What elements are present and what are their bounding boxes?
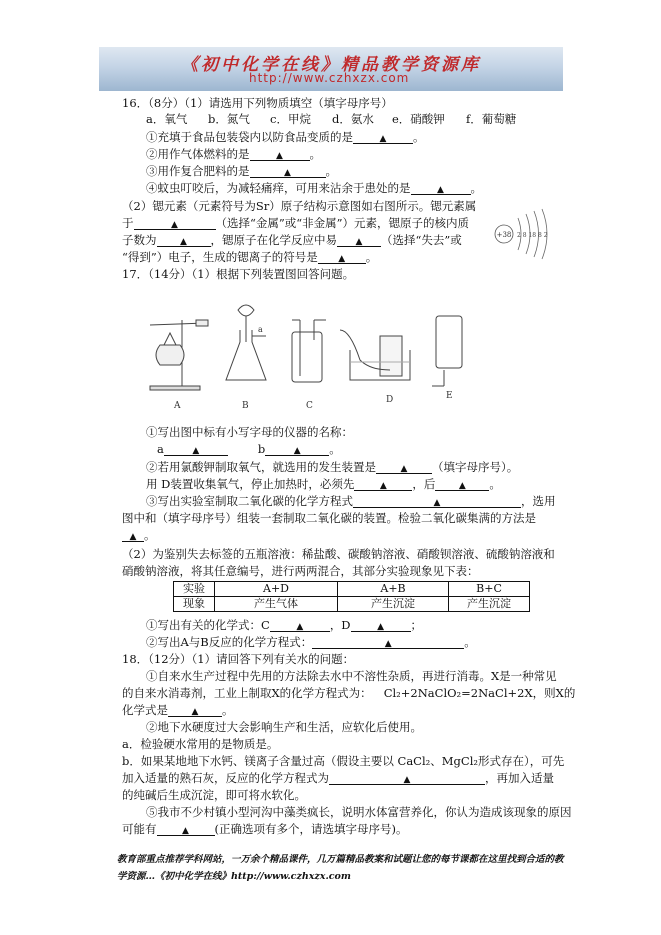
q17-head: 17．（14分）（1）根据下列装置图回答问题。 — [122, 267, 355, 281]
q17-item-2: ②若用氯酸钾制取氧气，就选用的发生装置是 ▲ （填字母序号）。 — [146, 460, 519, 474]
q17-part2-line2: 硝酸钠溶液，将其任意编号，进行两两混合，其部分实验现象见下表： — [122, 564, 479, 578]
q18-line-8: 的纯碱后生成沉淀，即可将水软化。 — [122, 788, 306, 802]
label-D: D — [386, 395, 394, 405]
q17-item-1: ①写出图中标有小写字母的仪器的名称： — [146, 425, 353, 439]
q16-item-1: ①充填于食品包装袋内以防食品变质的是 ▲ 。 — [146, 130, 425, 144]
answer-blank[interactable]: ▲ — [270, 619, 330, 632]
q18-line-7: 加入适量的熟石灰，反应的化学方程式为 ▲ ，再加入适量 — [122, 771, 554, 785]
q18-line-5: a．检验硬水常用的是物质是。 — [122, 737, 279, 751]
banner-brand: 《初中化学在线》精品教学资源库 — [181, 55, 481, 75]
q16-item-2: ②用作气体燃料的是 ▲ 。 — [146, 147, 321, 161]
q18-line-10: 可能有 ▲ (正确选项有多个，请选填字母序号)。 — [122, 822, 408, 836]
q18-line-6: b．如果某地地下水钙、镁离子含量过高（假设主要以 CaCl₂、MgCl₂形式存在），可先 — [122, 754, 565, 768]
q18-line-1: ①自来水生产过程中先用的方法除去水中不溶性杂质，再进行消毒。X是一种常见 — [146, 669, 557, 683]
table-cell: 实验 — [174, 582, 215, 597]
option-e: e．硝酸钾 — [392, 112, 445, 126]
banner-url[interactable]: http://www.czhxzx.com — [249, 71, 410, 85]
q18-line-9: ⑤我市不少村镇小型河沟中藻类疯长，说明水体富营养化，你认为造成该现象的原因 — [146, 805, 572, 819]
q17-item-2-cont: 用 D装置收集氧气，停止加热时，必须先 ▲ ，后 ▲ 。 — [146, 477, 501, 491]
q16-options — [146, 112, 516, 127]
header-banner — [99, 47, 563, 91]
strontium-atom-diagram — [490, 206, 555, 262]
answer-blank[interactable]: ▲ — [250, 165, 326, 178]
table-cell: 产生气体 — [215, 597, 338, 612]
table-cell: A+D — [215, 582, 338, 597]
q16-item-4: ④蚊虫叮咬后，为减轻痛痒，可用来沾余于患处的是 ▲ 。 — [146, 181, 482, 195]
answer-blank[interactable]: ▲ — [312, 636, 464, 649]
q17-item-3-blank: ▲ 。 — [122, 528, 156, 543]
answer-blank[interactable]: ▲ — [265, 443, 329, 456]
answer-blank[interactable]: ▲ — [435, 478, 489, 491]
q18-line-3: 化学式是 ▲ 。 — [122, 703, 234, 717]
answer-blank[interactable]: ▲ — [337, 234, 381, 247]
label-B: B — [242, 401, 249, 410]
q17-formula-1: ①写出有关的化学式：C ▲ ，D ▲ ； — [146, 618, 423, 632]
option-f: f．葡萄糖 — [466, 112, 517, 126]
answer-blank[interactable]: ▲ — [329, 772, 485, 785]
label-A: A — [174, 401, 181, 410]
answer-blank[interactable]: ▲ — [351, 619, 411, 632]
q16-part2-line1: （2）锶元素（元素符号为Sr）原子结构示意图如右图所示。锶元素属 — [122, 199, 477, 213]
answer-blank[interactable]: ▲ — [164, 443, 228, 456]
label-C: C — [306, 401, 313, 410]
q17-formula-2: ②写出A与B反应的化学方程式： ▲ 。 — [146, 635, 476, 649]
option-a: a．氧气 — [146, 112, 188, 126]
apparatus-c — [292, 320, 326, 382]
table-cell: A+B — [338, 582, 449, 597]
answer-blank[interactable]: ▲ — [376, 461, 432, 474]
q17-part2-line1: （2）为鉴别失去标签的五瓶溶液：稀盐酸、碳酸钠溶液、硝酸钡溶液、硫酸钠溶液和 — [122, 547, 555, 561]
answer-blank[interactable]: ▲ — [411, 182, 471, 195]
answer-blank[interactable]: ▲ — [318, 251, 366, 264]
answer-blank[interactable]: ▲ — [157, 823, 215, 836]
q18-line-2: 的自来水消毒剂，工业上制取X的化学方程式为： Cl₂+2NaClO₂=2NaCl+2X，则X的 — [122, 686, 576, 700]
label-a: a — [258, 325, 263, 334]
q16-item-3: ③用作复合肥料的是 ▲ 。 — [146, 164, 337, 178]
apparatus-a — [150, 320, 208, 390]
apparatus-figure — [140, 290, 480, 410]
option-c: c．甲烷 — [270, 112, 311, 126]
apparatus-e — [432, 316, 462, 386]
observation-table — [173, 581, 530, 612]
footer-note: 教育部重点推荐学科网站，一万余个精品课件，几万篇精品教案和试题让您的每节课都在这里找到合适的教学资源…《初中化学在线》http://www.czhxzx.com — [117, 854, 564, 882]
table-cell: 产生沉淀 — [449, 597, 530, 612]
apparatus-d — [340, 330, 410, 380]
option-d: d．氨水 — [332, 112, 374, 126]
table-row — [174, 582, 530, 597]
q16-part2-line4: “得到”）电子，生成的锶离子的符号是 ▲ 。 — [122, 250, 378, 264]
answer-blank[interactable]: ▲ — [353, 495, 521, 508]
answer-blank[interactable]: ▲ — [250, 148, 310, 161]
apparatus-b — [226, 305, 266, 380]
reaction-equation: Cl₂+2NaClO₂=2NaCl+2X — [383, 686, 533, 700]
q18-head: 18．（12分）（1）请回答下列有关水的问题： — [122, 652, 355, 666]
table-cell: 现象 — [174, 597, 215, 612]
answer-blank[interactable]: ▲ — [157, 234, 211, 247]
answer-blank[interactable]: ▲ — [354, 478, 412, 491]
answer-blank[interactable]: ▲ — [122, 529, 144, 542]
q16-head: 16．（8分）（1）请选用下列物质填空（填字母序号） — [122, 96, 393, 110]
q17-item-3-cont: 图中和（填字母序号）组装一套制取二氧化碳的装置。检验二氧化碳集满的方法是 — [122, 511, 536, 525]
label-E: E — [446, 391, 453, 401]
answer-blank[interactable]: ▲ — [168, 704, 222, 717]
atom-nucleus: +38 — [496, 231, 512, 239]
option-b: b．氮气 — [208, 112, 250, 126]
atom-shells: 2 8 18 8 2 — [517, 232, 548, 239]
answer-blank[interactable]: ▲ — [353, 131, 413, 144]
q16-part2-line2: 于 ▲ （选择“金属”或“非金属”）元素，锶原子的核内质 — [122, 216, 470, 230]
q17-item-3: ③写出实验室制取二氧化碳的化学方程式 ▲ ，选用 — [146, 494, 556, 508]
q17-item-1-blanks: a ▲ b ▲ 。 — [157, 442, 341, 456]
table-cell: B+C — [449, 582, 530, 597]
q16-part2-line3: 子数为 ▲ ，锶原子在化学反应中易 ▲ （选择“失去”或 — [122, 233, 462, 247]
answer-blank[interactable]: ▲ — [134, 217, 216, 230]
table-row — [174, 597, 530, 612]
q18-line-4: ②地下水硬度过大会影响生产和生活，应软化后使用。 — [146, 720, 422, 734]
table-cell: 产生沉淀 — [338, 597, 449, 612]
